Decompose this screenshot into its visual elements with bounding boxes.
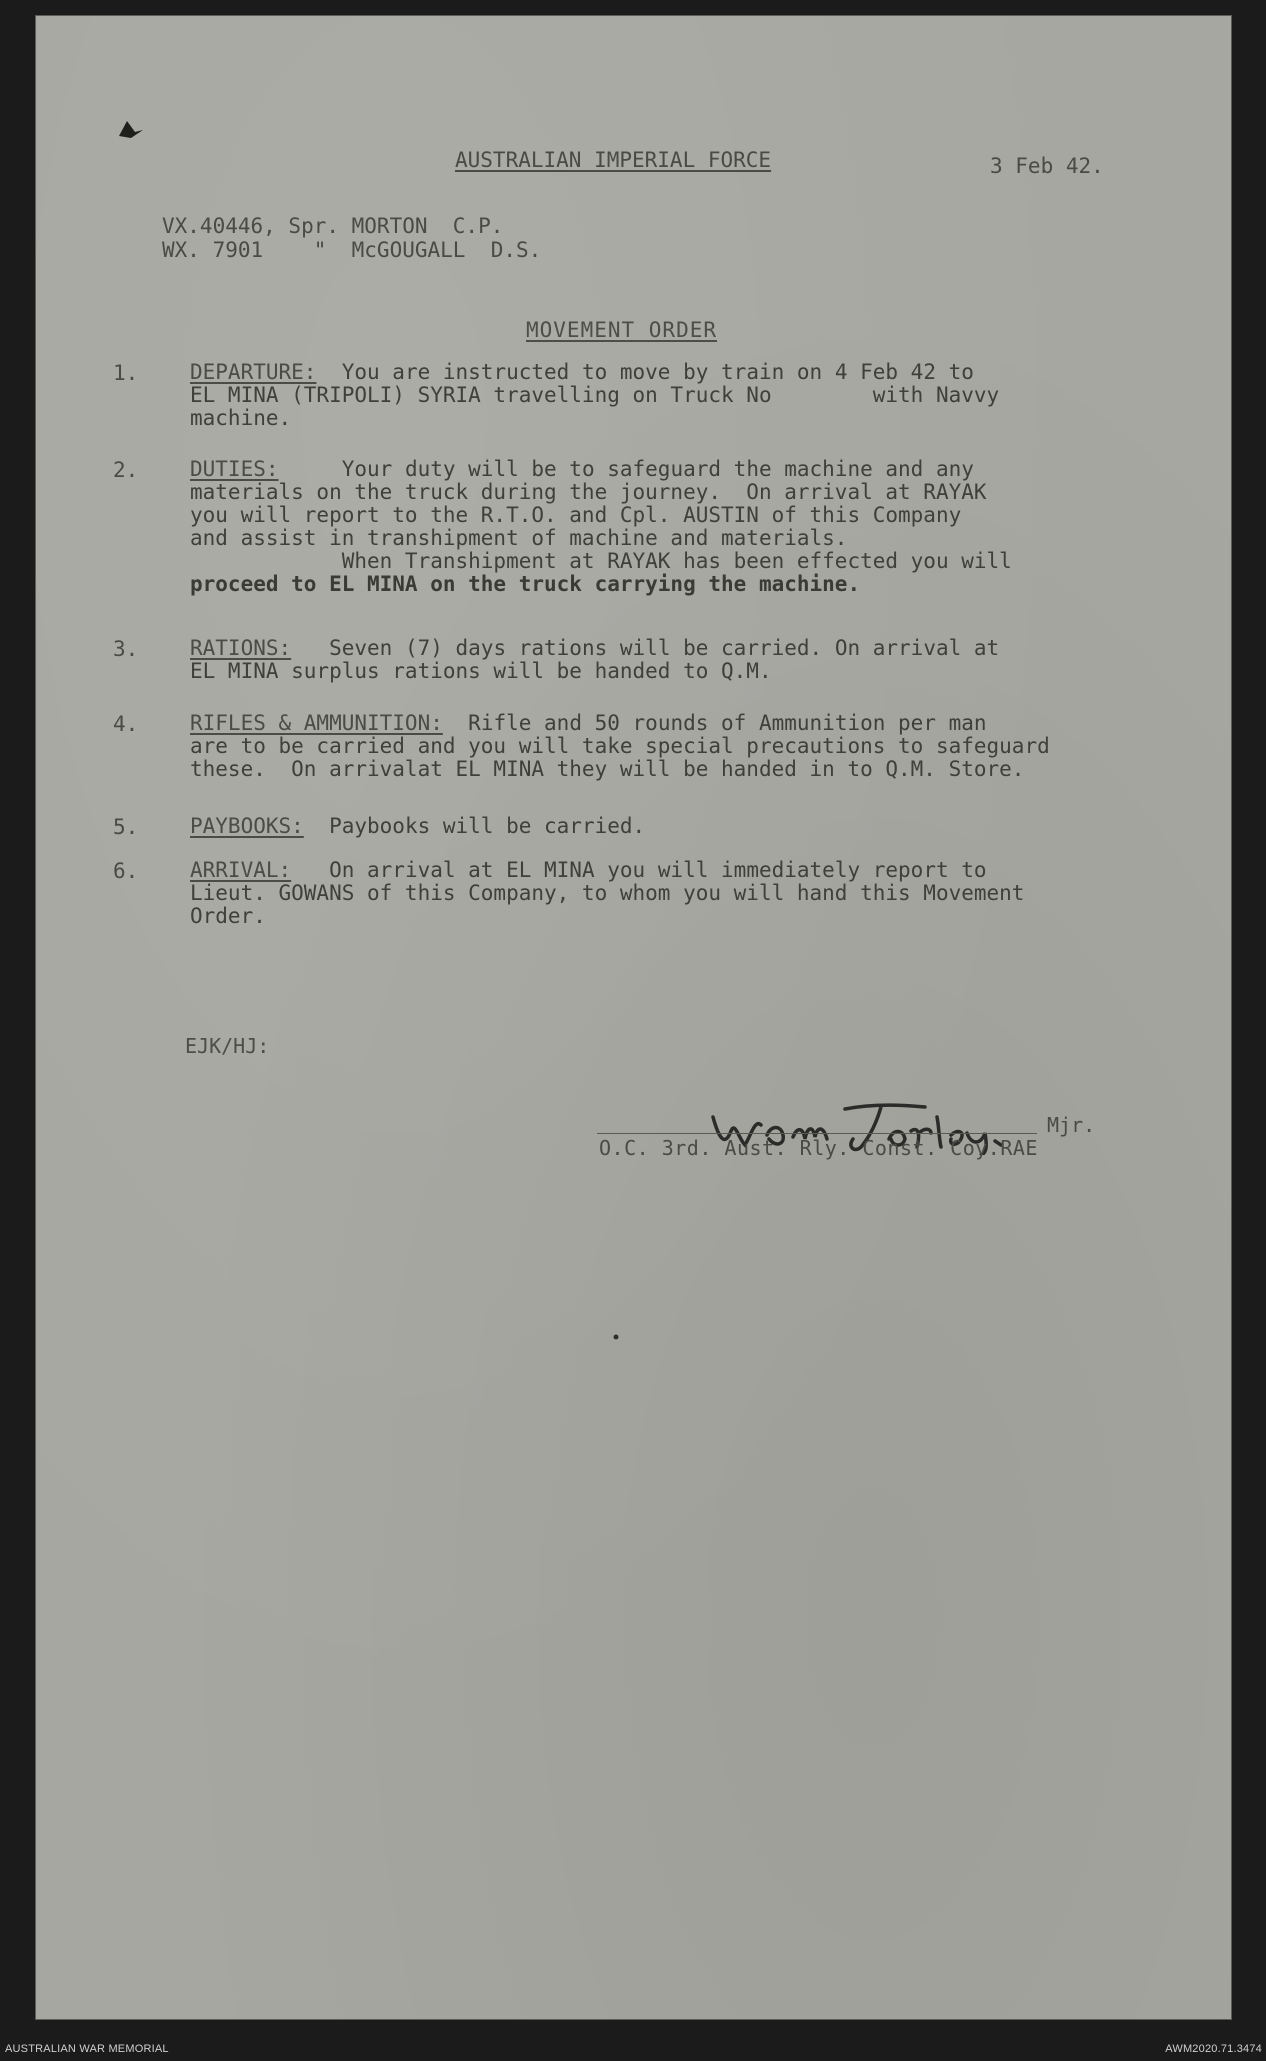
signature-caption: O.C. 3rd. Aust. Rly. Const. Coy.RAE [599, 1136, 1038, 1160]
paragraph-line: and assist in transhipment of machine and materials. [190, 526, 848, 550]
paragraph-body [190, 637, 1200, 683]
paragraph-line: materials on the truck during the journey. On arrival at RAYAK [190, 480, 987, 504]
paragraph-body [190, 712, 1200, 781]
paragraph-line: Order. [190, 904, 266, 928]
paragraph-departure [113, 361, 1193, 431]
paragraph-line: You are instructed to move by train on 4 Feb 42 to [341, 360, 974, 384]
recipient-line: WX. 7901 " McGOUGALL D.S. [162, 238, 542, 262]
paragraph-line: EL MINA surplus rations will be handed to Q.M. [190, 659, 772, 683]
footer-archive-name: AUSTRALIAN WAR MEMORIAL [5, 2043, 169, 2055]
paragraph-heading: PAYBOOKS: [190, 814, 304, 838]
paragraph-number: 5. [113, 815, 139, 839]
paragraph-number: 3. [113, 637, 139, 661]
paragraph-line: Seven (7) days rations will be carried. On arrival at [329, 636, 1000, 660]
pin-hole-mark [117, 118, 147, 140]
paragraph-number: 1. [113, 361, 139, 385]
paragraph-arrival [113, 859, 1193, 929]
recipient-block [162, 214, 541, 262]
signature-line [597, 1133, 1037, 1134]
paragraph-body [190, 458, 1200, 596]
paragraph-paybooks [113, 815, 1193, 839]
paragraph-line: On arrival at EL MINA you will immediately report to [329, 858, 987, 882]
paragraph-body [190, 815, 1200, 838]
paragraph-number: 4. [113, 712, 139, 736]
paragraph-line: you will report to the R.T.O. and Cpl. AUSTIN of this Company [190, 503, 962, 527]
footer-archive-id: AWM2020.71.3474 [1165, 2043, 1262, 2055]
force-heading: AUSTRALIAN IMPERIAL FORCE [455, 148, 772, 172]
paragraph-heading: RIFLES & AMMUNITION: [190, 711, 443, 735]
paragraph-line: Lieut. GOWANS of this Company, to whom you will hand this Movement [190, 881, 1025, 905]
paragraph-line: are to be carried and you will take special precautions to safeguard [190, 734, 1050, 758]
paragraph-line: proceed to EL MINA on the truck carrying the machine. [190, 572, 861, 596]
paragraph-line: machine. [190, 406, 292, 430]
paragraph-body [190, 859, 1200, 928]
paragraph-line: Paybooks will be carried. [329, 814, 646, 838]
paragraph-rations [113, 637, 1193, 685]
ink-dot-mark [612, 1333, 620, 1341]
paragraph-line: these. On arrivalat EL MINA they will be handed in to Q.M. Store. [190, 757, 1025, 781]
paragraph-line: Your duty will be to safeguard the machine and any [341, 457, 974, 481]
paragraph-rifles-ammunition [113, 712, 1193, 782]
paragraph-heading: RATIONS: [190, 636, 292, 660]
paragraph-line: Rifle and 50 rounds of Ammunition per man [468, 711, 987, 735]
recipient-line: VX.40446, Spr. MORTON C.P. [162, 214, 504, 238]
paragraph-number: 6. [113, 859, 139, 883]
paragraph-line: When Transhipment at RAYAK has been effected you will [341, 549, 1012, 573]
reference-initials: EJK/HJ: [185, 1034, 270, 1058]
signature-rank: Mjr. [1047, 1113, 1096, 1137]
paragraph-line: EL MINA (TRIPOLI) SYRIA travelling on Truck No with Navvy [190, 383, 1000, 407]
paragraph-heading: DUTIES: [190, 457, 279, 481]
paragraph-heading: DEPARTURE: [190, 360, 317, 384]
document-page [35, 15, 1232, 2020]
paragraph-heading: ARRIVAL: [190, 858, 292, 882]
paragraph-duties [113, 458, 1193, 598]
paragraph-number: 2. [113, 458, 139, 482]
order-date: 3 Feb 42. [990, 154, 1104, 178]
paragraph-body [190, 361, 1200, 430]
order-title: MOVEMENT ORDER [526, 318, 718, 342]
